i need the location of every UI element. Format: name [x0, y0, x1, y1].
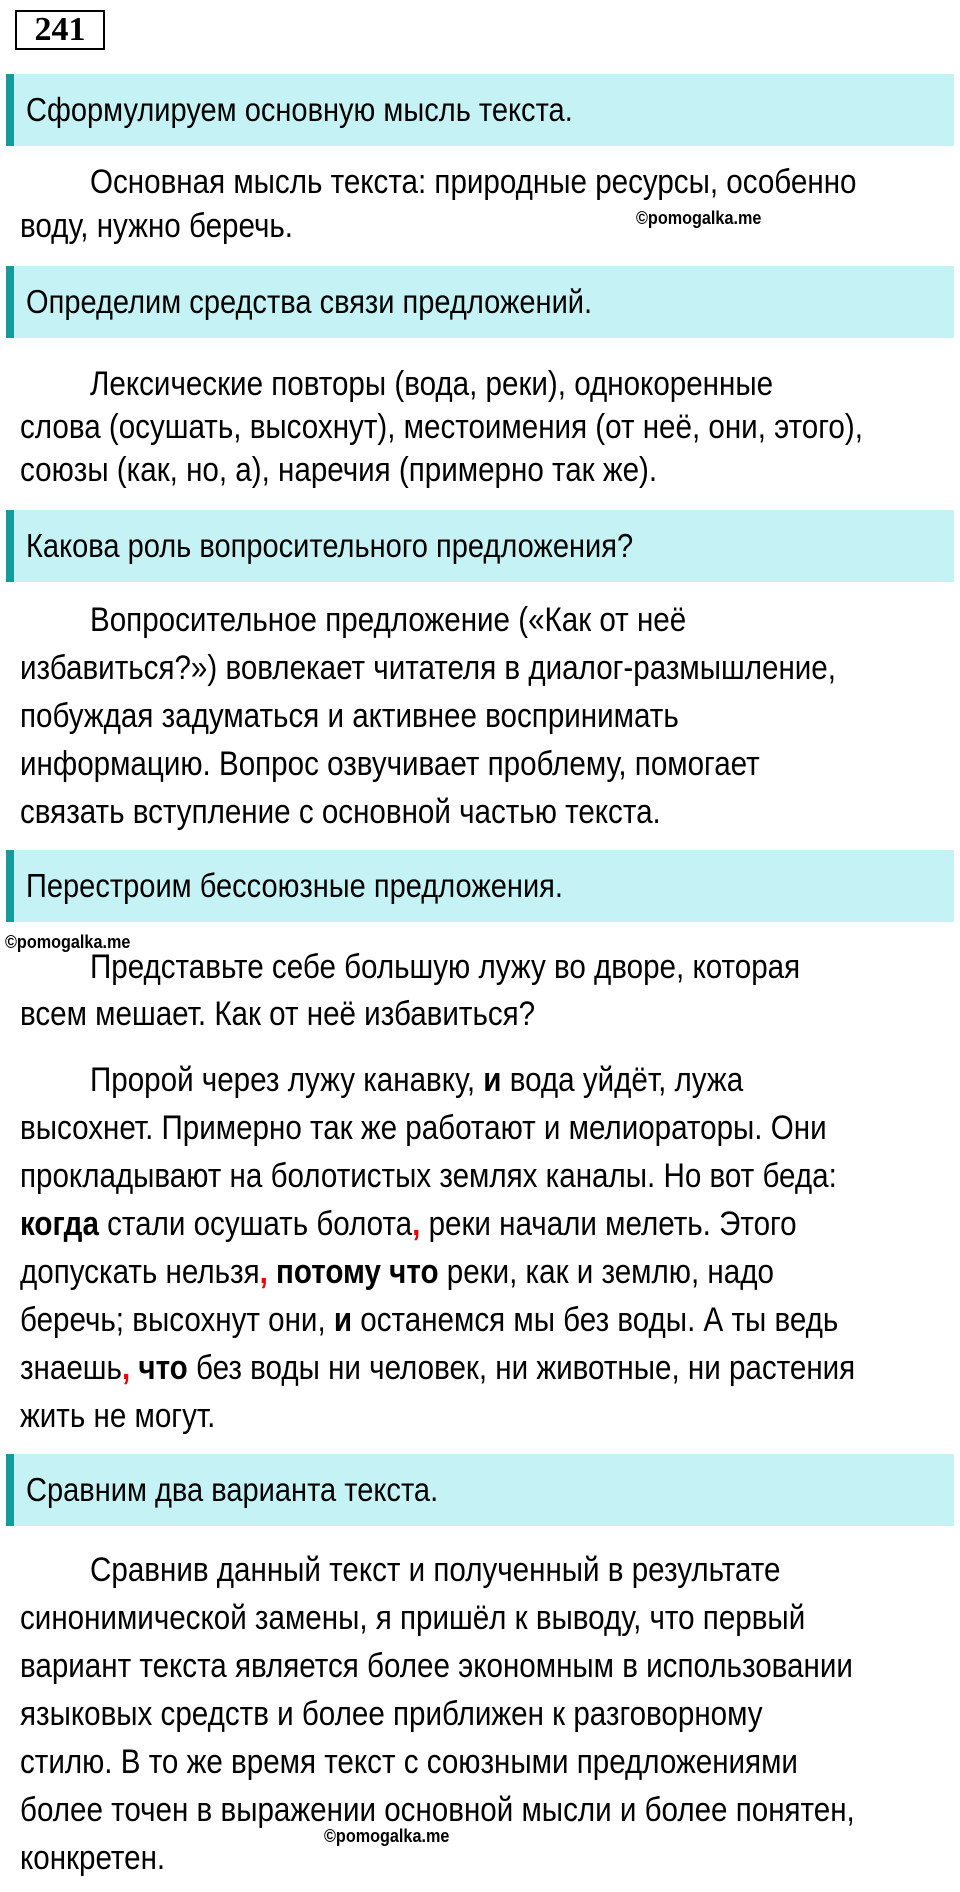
- text-line: когда стали осушать болота, реки начали мелеть. Этого: [20, 1205, 797, 1243]
- text-line: Основная мысль текста: природные ресурсы, особенно: [90, 163, 857, 201]
- task-number: 241: [15, 10, 105, 50]
- text-line: Сравнив данный текст и полученный в результате: [90, 1551, 781, 1589]
- text-line: Вопросительное предложение («Как от неё: [90, 601, 687, 639]
- text-line: жить не могут.: [20, 1397, 216, 1435]
- text-line: беречь; высохнут они, и останемся мы без воды. А ты ведь: [20, 1301, 839, 1339]
- text-line: Представьте себе большую лужу во дворе, которая: [90, 948, 801, 986]
- heading-text: Перестроим бессоюзные предложения.: [26, 867, 563, 904]
- conjunction: и: [483, 1061, 502, 1099]
- text-line: воду, нужно беречь.: [20, 207, 293, 245]
- red-comma: ,: [259, 1253, 268, 1291]
- section-heading: [6, 850, 954, 922]
- red-comma: ,: [412, 1205, 421, 1243]
- heading-text: Сравним два варианта текста.: [26, 1471, 439, 1508]
- text-line: информацию. Вопрос озвучивает проблему, помогает: [20, 745, 760, 783]
- text-line: Лексические повторы (вода, реки), однокоренные: [90, 365, 774, 403]
- red-comma: ,: [121, 1349, 131, 1387]
- conjunction: и: [333, 1301, 353, 1339]
- text-line: допускать нельзя, потому что реки, как и землю, надо: [20, 1253, 774, 1291]
- section-heading: [6, 266, 954, 338]
- text-line: языковых средств и более приближен к разговорному: [20, 1695, 763, 1733]
- text-line: Пророй через лужу канавку, и вода уйдёт, лужа: [90, 1061, 744, 1099]
- text-line: синонимической замены, я пришёл к выводу, что первый: [20, 1599, 806, 1637]
- watermark: ©pomogalka.me: [324, 1826, 450, 1846]
- heading-text: Сформулируем основную мысль текста.: [26, 91, 573, 128]
- text-line: прокладывают на болотистых землях каналы. Но вот беда:: [20, 1157, 837, 1195]
- text-line: союзы (как, но, а), наречия (примерно так же).: [20, 451, 658, 489]
- text-line: всем мешает. Как от неё избавиться?: [20, 995, 536, 1033]
- conjunction: что: [138, 1349, 188, 1387]
- text-line: вариант текста является более экономным в использовании: [20, 1647, 853, 1685]
- text-line: высохнет. Примерно так же работают и мелиораторы. Они: [20, 1109, 827, 1147]
- heading-text: Какова роль вопросительного предложения?: [26, 527, 634, 564]
- text-line: конкретен.: [20, 1839, 166, 1877]
- watermark: ©pomogalka.me: [636, 208, 762, 228]
- text-line: побуждая задуматься и активнее воспринимать: [20, 697, 679, 735]
- section-heading: [6, 74, 954, 146]
- text-line: знаешь, что без воды ни человек, ни животные, ни растения: [20, 1349, 856, 1387]
- text-line: избавиться?») вовлекает читателя в диалог-размышление,: [20, 649, 836, 687]
- heading-text: Определим средства связи предложений.: [26, 283, 593, 320]
- watermark: ©pomogalka.me: [5, 932, 131, 952]
- text-line: стилю. В то же время текст с союзными предложениями: [20, 1743, 798, 1781]
- conjunction: потому что: [276, 1253, 439, 1291]
- text-line: слова (осушать, высохнут), местоимения (от неё, они, этого),: [20, 408, 863, 446]
- section-heading: [6, 510, 954, 582]
- conjunction: когда: [20, 1205, 99, 1243]
- section-heading: [6, 1454, 954, 1526]
- text-line: более точен в выражении основной мысли и более понятен,: [20, 1791, 855, 1829]
- text-line: связать вступление с основной частью текста.: [20, 793, 661, 831]
